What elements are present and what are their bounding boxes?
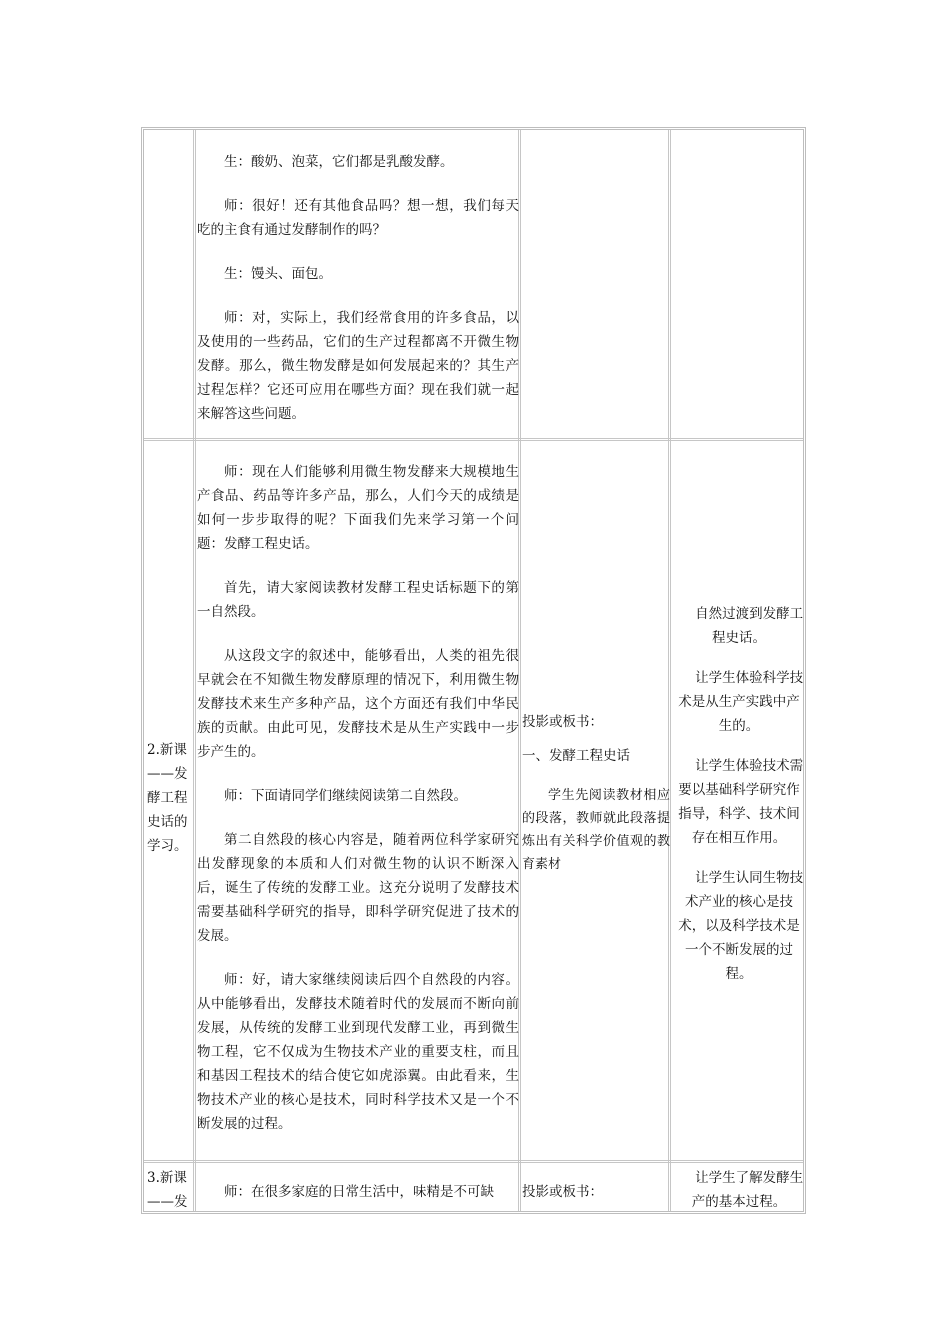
column-divider [193,130,196,1211]
content-paragraph: 首先，请大家阅读教材发酵工程史话标题下的第一自然段。 [197,580,519,620]
row2-media-cell [522,710,670,896]
column-divider [668,130,671,1211]
intent-item: 自然过渡到发酵工程史话。 [695,606,804,646]
lesson-plan-table [141,127,806,1214]
stage-label: 3.新课——发 [147,1170,188,1210]
intent-item: 让学生体验技术需要以基础科学研究作指导，科学、技术间存在相互作用。 [678,758,804,846]
row2-content-cell [197,460,519,1156]
content-paragraph: 第二自然段的核心内容是，随着两位科学家研究出发酵现象的本质和人们对微生物的认识不断深入后，诞生了传统的发酵工业。这充分说明了发酵技术需要基础科学研究的指导，即科学研究促进了技术的发展。 [197,832,519,944]
content-paragraph: 师：现在人们能够利用微生物发酵来大规模地生产食品、药品等许多产品，那么，人们今天的成绩是如何一步步取得的呢？下面我们先来学习第一个问题：发酵工程史话。 [197,464,519,552]
content-paragraph: 师：好，请大家继续阅读后四个自然段的内容。从中能够看出，发酵技术随着时代的发展而不断向前发展，从传统的发酵工业到现代发酵工业，再到微生物工程，它不仅成为生物技术产业的重要支柱，而且和基因工程技术的结合使它如虎添翼。由此看来，生物技术产业的核心是技术，同时科学技术又是一个不断发展的过程。 [197,972,519,1132]
row1-content-cell [197,150,519,446]
content-paragraph: 师：对，实际上，我们经常食用的许多食品，以及使用的一些药品，它们的生产过程都离不开微生物发酵。那么，微生物发酵是如何发展起来的？其生产过程怎样？它还可应用在哪些方面？现在我们就一起来解答这些问题。 [197,310,519,422]
row-divider [144,1160,803,1163]
media-heading: 投影或板书： [522,1184,603,1200]
media-heading: 投影或板书： [522,714,603,730]
content-paragraph: 师：在很多家庭的日常生活中，味精是不可缺 [224,1184,494,1200]
row2-stage-cell [147,738,195,858]
intent-item: 让学生认同生物技术产业的核心是技术，以及科学技术是一个不断发展的过程。 [678,870,804,982]
media-note: 学生先阅读教材相应的段落，教师就此段落提炼出有关科学价值观的教育素材 [522,788,670,872]
row3-content-cell [197,1180,519,1224]
row3-intent-cell [673,1166,805,1230]
content-paragraph: 从这段文字的叙述中，能够看出，人类的祖先很早就会在不知微生物发酵原理的情况下，利用微生物发酵技术来生产多种产品，这个方面还有我们中华民族的贡献。由此可见，发酵技术是从生产实践中一步步产生的。 [197,648,519,760]
row2-intent-cell [673,602,805,1002]
row3-stage-cell [147,1166,195,1212]
content-paragraph: 师：下面请同学们继续阅读第二自然段。 [224,788,467,804]
media-item: 一、发酵工程史话 [522,748,630,764]
stage-label: 2.新课——发酵工程史话的学习。 [147,742,188,854]
row3-media-cell [522,1180,670,1224]
intent-item: 让学生了解发酵生产的基本过程。 [691,1170,804,1210]
content-paragraph: 生：酸奶、泡菜，它们都是乳酸发酵。 [224,154,454,170]
intent-item: 让学生体验科学技术是从生产实践中产生的。 [678,670,804,734]
content-paragraph: 师：很好！还有其他食品吗？想一想，我们每天吃的主食有通过发酵制作的吗？ [197,198,519,238]
content-paragraph: 生：馒头、面包。 [224,266,332,282]
